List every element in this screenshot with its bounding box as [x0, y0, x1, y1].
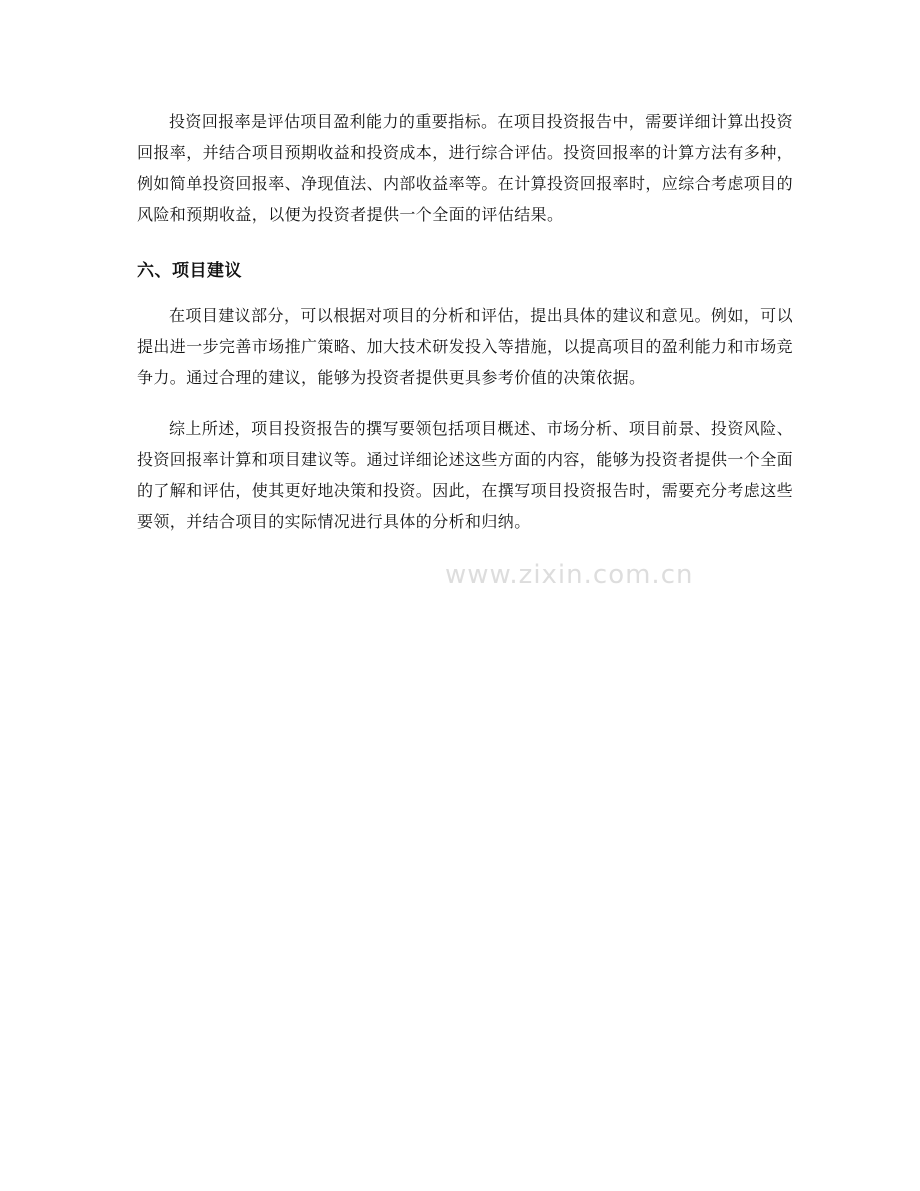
watermark-text: www.zixin.com.cn: [445, 560, 694, 590]
section-heading-project-recommendations: 六、项目建议: [137, 261, 242, 281]
paragraph-roi: 投资回报率是评估项目盈利能力的重要指标。在项目投资报告中，需要详细计算出投资回报率，并结合项目预期收益和投资成本，进行综合评估。投资回报率的计算方法有多种，例如简单投资回报率、净现值法、内部收益率等。在计算投资回报率时，应综合考虑项目的风险和预期收益，以便为投资者提供一个全面的评估结果。: [137, 112, 794, 224]
document-page: [137, 106, 793, 537]
paragraph-summary: 综上所述，项目投资报告的撰写要领包括项目概述、市场分析、项目前景、投资风险、投资回报率计算和项目建议等。通过详细论述这些方面的内容，能够为投资者提供一个全面的了解和评估，使其更好地决策和投资。因此，在撰写项目投资报告时，需要充分考虑这些要领，并结合项目的实际情况进行具体的分析和归纳。: [137, 419, 794, 531]
paragraph-recommendations: 在项目建议部分，可以根据对项目的分析和评估，提出具体的建议和意见。例如，可以提出进一步完善市场推广策略、加大技术研发投入等措施，以提高项目的盈利能力和市场竞争力。通过合理的建议，能够为投资者提供更具参考价值的决策依据。: [137, 306, 794, 387]
